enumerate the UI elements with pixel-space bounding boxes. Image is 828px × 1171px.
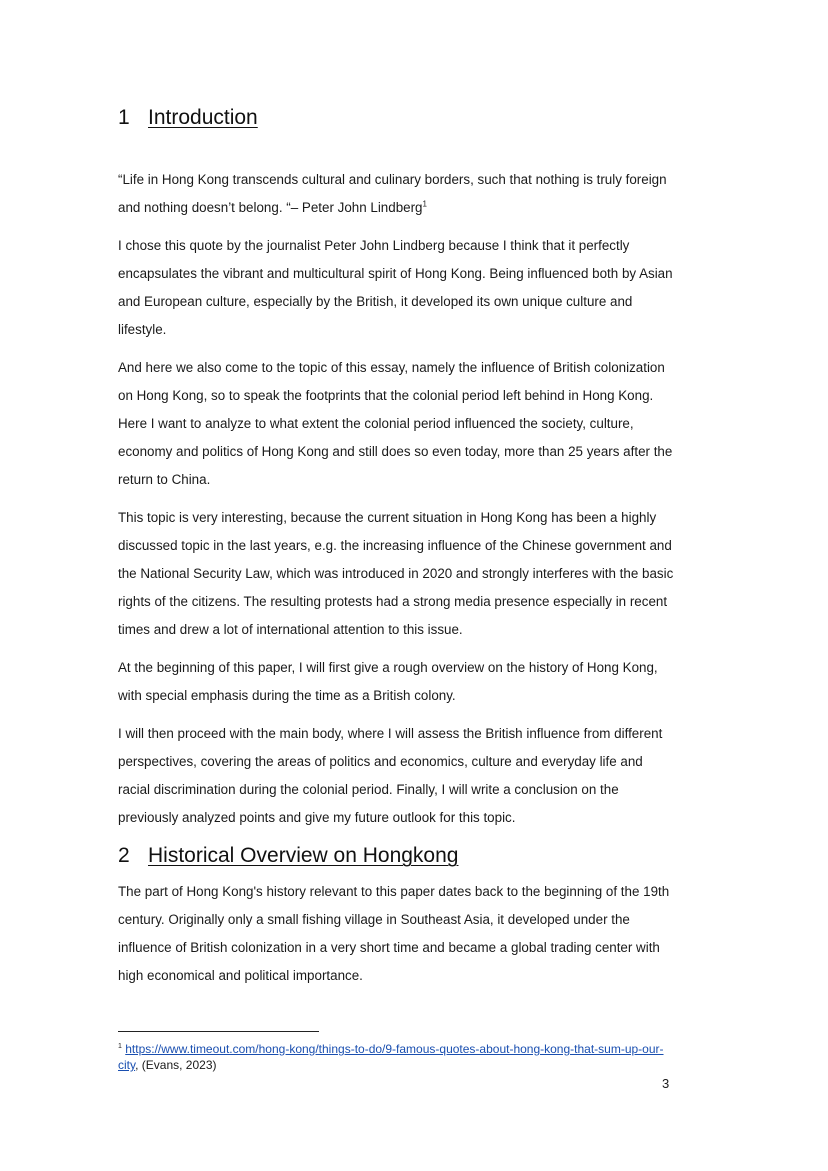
body-paragraph: I chose this quote by the journalist Peter John Lindberg because I think that it perfectly encapsulates the vibrant and multicultural spirit of Hong Kong. Being influenced both by Asian and European culture, especially by the British, it developed its own unique culture and lifestyle. [118,238,673,337]
quote-paragraph [118,166,678,222]
footnote-link[interactable]: https://www.timeout.com/hong-kong/things-to-do/9-famous-quotes-about-hong-kong-that-sum-up-our-city [118,1042,664,1072]
section-number: 1 [118,106,130,129]
body-paragraph: And here we also come to the topic of this essay, namely the influence of British colonization on Hong Kong, so to speak the footprints that the colonial period left behind in Hong Kong. Here I want to analyze to what extent the colonial period influenced the society, culture, economy and politics of Hong Kong and still does so even today, more than 25 years after the return to China. [118,360,673,487]
body-paragraph: At the beginning of this paper, I will first give a rough overview on the history of Hong Kong, with special emphasis during the time as a British colony. [118,660,658,703]
section-title: Historical Overview on Hongkong [148,844,459,867]
body-paragraph: The part of Hong Kong's history relevant to this paper dates back to the beginning of the 19th century. Originally only a small fishing village in Southeast Asia, it developed under the influence of British colonization in a very short time and became a global trading center with high economical and political importance. [118,884,670,983]
quote-text: “Life in Hong Kong transcends cultural and culinary borders, such that nothing is truly foreign and nothing doesn’t belong. “– Peter John Lindberg [118,172,667,215]
page-content [118,104,678,1000]
footnote-divider [118,1031,319,1032]
footnote-marker: 1 [118,1043,122,1050]
body-paragraph: I will then proceed with the main body, where I will assess the British influence from different perspectives, covering the areas of politics and economics, culture and everyday life and racial discrimination during the colonial period. Finally, I will write a conclusion on the previously analyzed points and give my future outlook for this topic. [118,726,663,825]
footnote-citation: , (Evans, 2023) [135,1058,217,1072]
footnote [118,1041,678,1073]
section-heading-introduction [118,104,678,132]
body-paragraph: This topic is very interesting, because the current situation in Hong Kong has been a highly discussed topic in the last years, e.g. the increasing influence of the Chinese government and the National Security Law, which was introduced in 2020 and strongly interferes with the basic rights of the citizens. The resulting protests had a strong media presence especially in recent times and drew a lot of international attention to this issue. [118,510,674,637]
section-title: Introduction [148,106,258,129]
section-number: 2 [118,844,130,867]
section-heading-historical-overview [118,842,678,870]
page-number: 3 [662,1076,670,1091]
footnote-reference[interactable]: 1 [422,199,427,209]
